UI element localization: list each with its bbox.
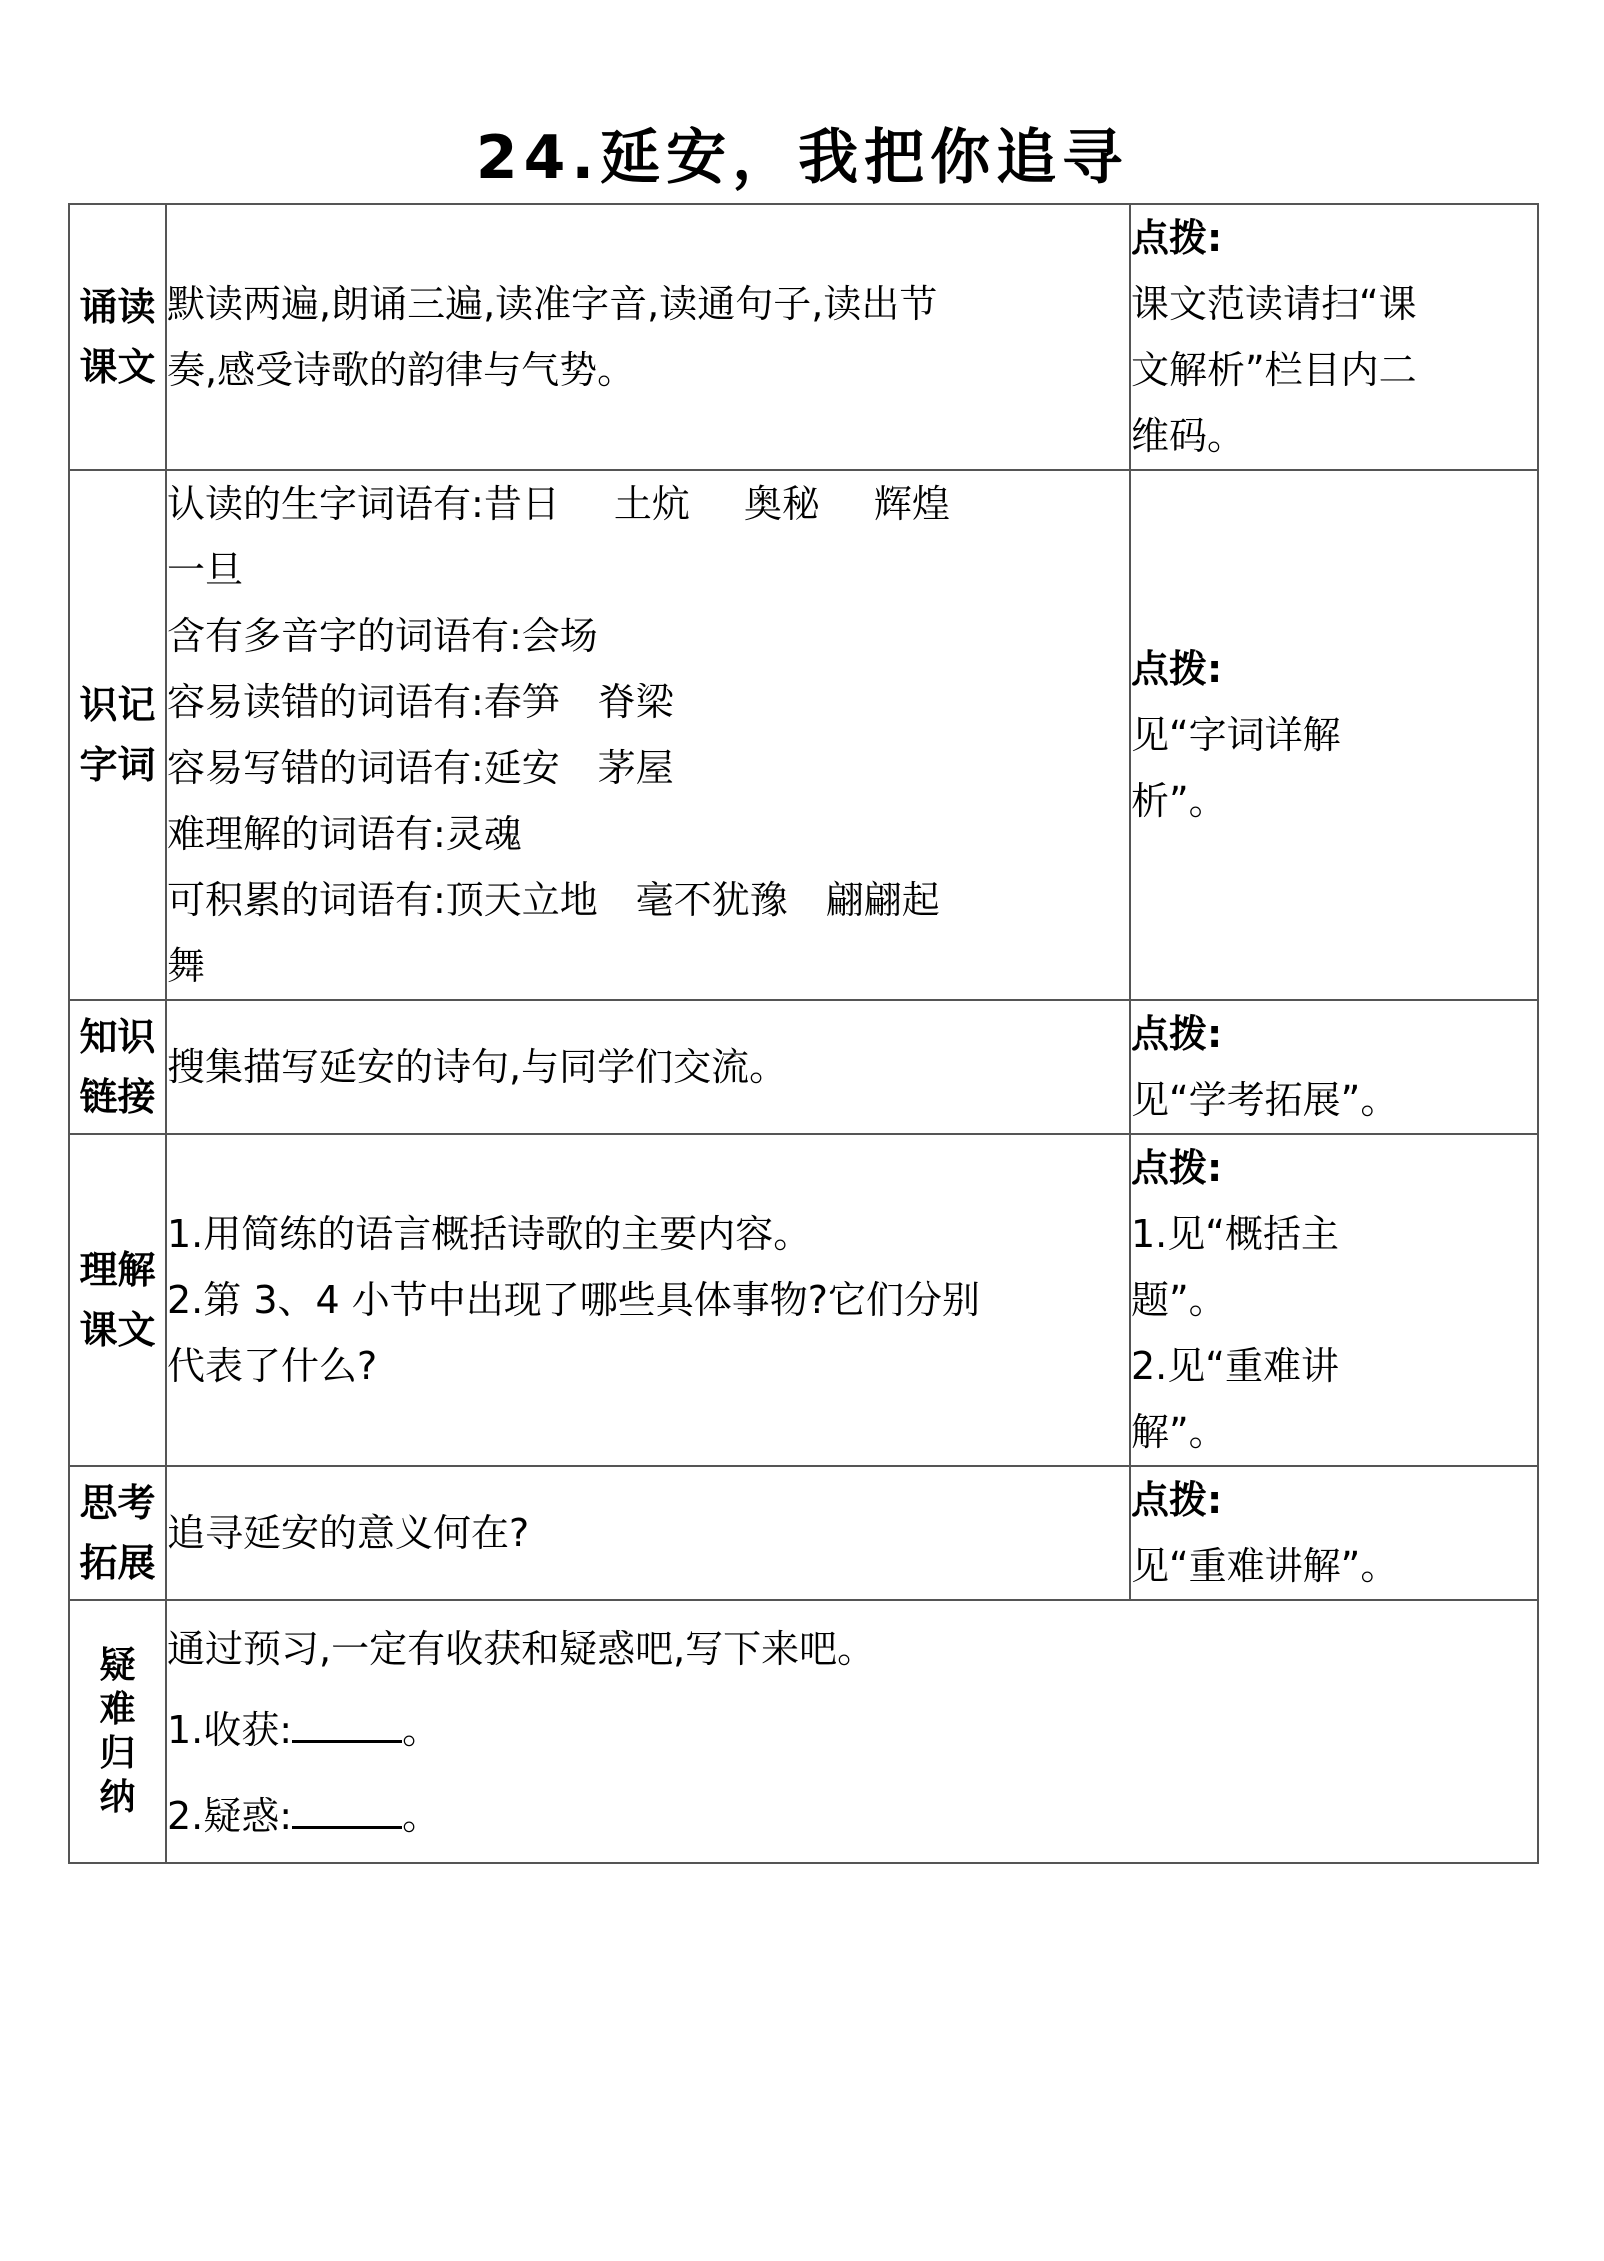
gain-line: 1.收获: 。	[167, 1687, 1537, 1773]
word-line: 认读的生字词语有:昔日 土炕 奥秘 辉煌	[167, 482, 950, 526]
gain-blank[interactable]	[292, 1700, 402, 1743]
doubt-blank[interactable]	[292, 1786, 402, 1829]
row-hint: 点拨: 见“字词详解 析”。	[1130, 470, 1538, 1000]
row-hint: 点拨: 见“学考拓展”。	[1130, 1000, 1538, 1134]
row-content: 搜集描写延安的诗句,与同学们交流。	[166, 1000, 1130, 1134]
table-row	[69, 470, 1538, 1000]
hint-title: 点拨:	[1131, 216, 1223, 260]
summary-content: 通过预习,一定有收获和疑惑吧,写下来吧。 1.收获: 。 2.疑惑: 。	[166, 1600, 1538, 1863]
row-label: 诵读 课文	[69, 204, 166, 470]
row-hint: 点拨: 见“重难讲解”。	[1130, 1466, 1538, 1600]
row-content: 认读的生字词语有:昔日 土炕 奥秘 辉煌 一旦 含有多音字的词语有:会场 容易读错的词语有:春笋 脊梁 容易写错的词语有:延安 茅屋 难理解的词语有:灵魂 可积累的词语有:顶天立地 毫不犹豫 翩翩起 舞	[166, 470, 1130, 1000]
table-row	[69, 1134, 1538, 1466]
row-label: 思考 拓展	[69, 1466, 166, 1600]
row-label: 疑 难 归 纳	[69, 1600, 166, 1863]
row-content: 默读两遍,朗诵三遍,读准字音,读通句子,读出节 奏,感受诗歌的韵律与气势。	[166, 204, 1130, 470]
table-row	[69, 1000, 1538, 1134]
row-hint: 点拨: 课文范读请扫“课 文解析”栏目内二 维码。	[1130, 204, 1538, 470]
row-label: 理解 课文	[69, 1134, 166, 1466]
row-content: 追寻延安的意义何在?	[166, 1466, 1130, 1600]
table-row	[69, 1466, 1538, 1600]
page-title: 24.延安，我把你追寻	[475, 123, 1129, 193]
row-content: 1.用简练的语言概括诗歌的主要内容。 2.第 3、4 小节中出现了哪些具体事物?它们分别 代表了什么?	[166, 1134, 1130, 1466]
hint-title: 点拨:	[1131, 647, 1223, 691]
row-label: 识记 字词	[69, 470, 166, 1000]
doubt-line: 2.疑惑: 。	[167, 1773, 1537, 1859]
row-hint: 点拨: 1.见“概括主 题”。 2.见“重难讲 解”。	[1130, 1134, 1538, 1466]
table-row	[69, 1600, 1538, 1863]
preview-table	[68, 203, 1539, 1864]
hint-title: 点拨:	[1131, 1146, 1223, 1190]
table-row	[69, 204, 1538, 470]
hint-title: 点拨:	[1131, 1478, 1223, 1522]
hint-title: 点拨:	[1131, 1012, 1223, 1056]
row-label: 知识 链接	[69, 1000, 166, 1134]
